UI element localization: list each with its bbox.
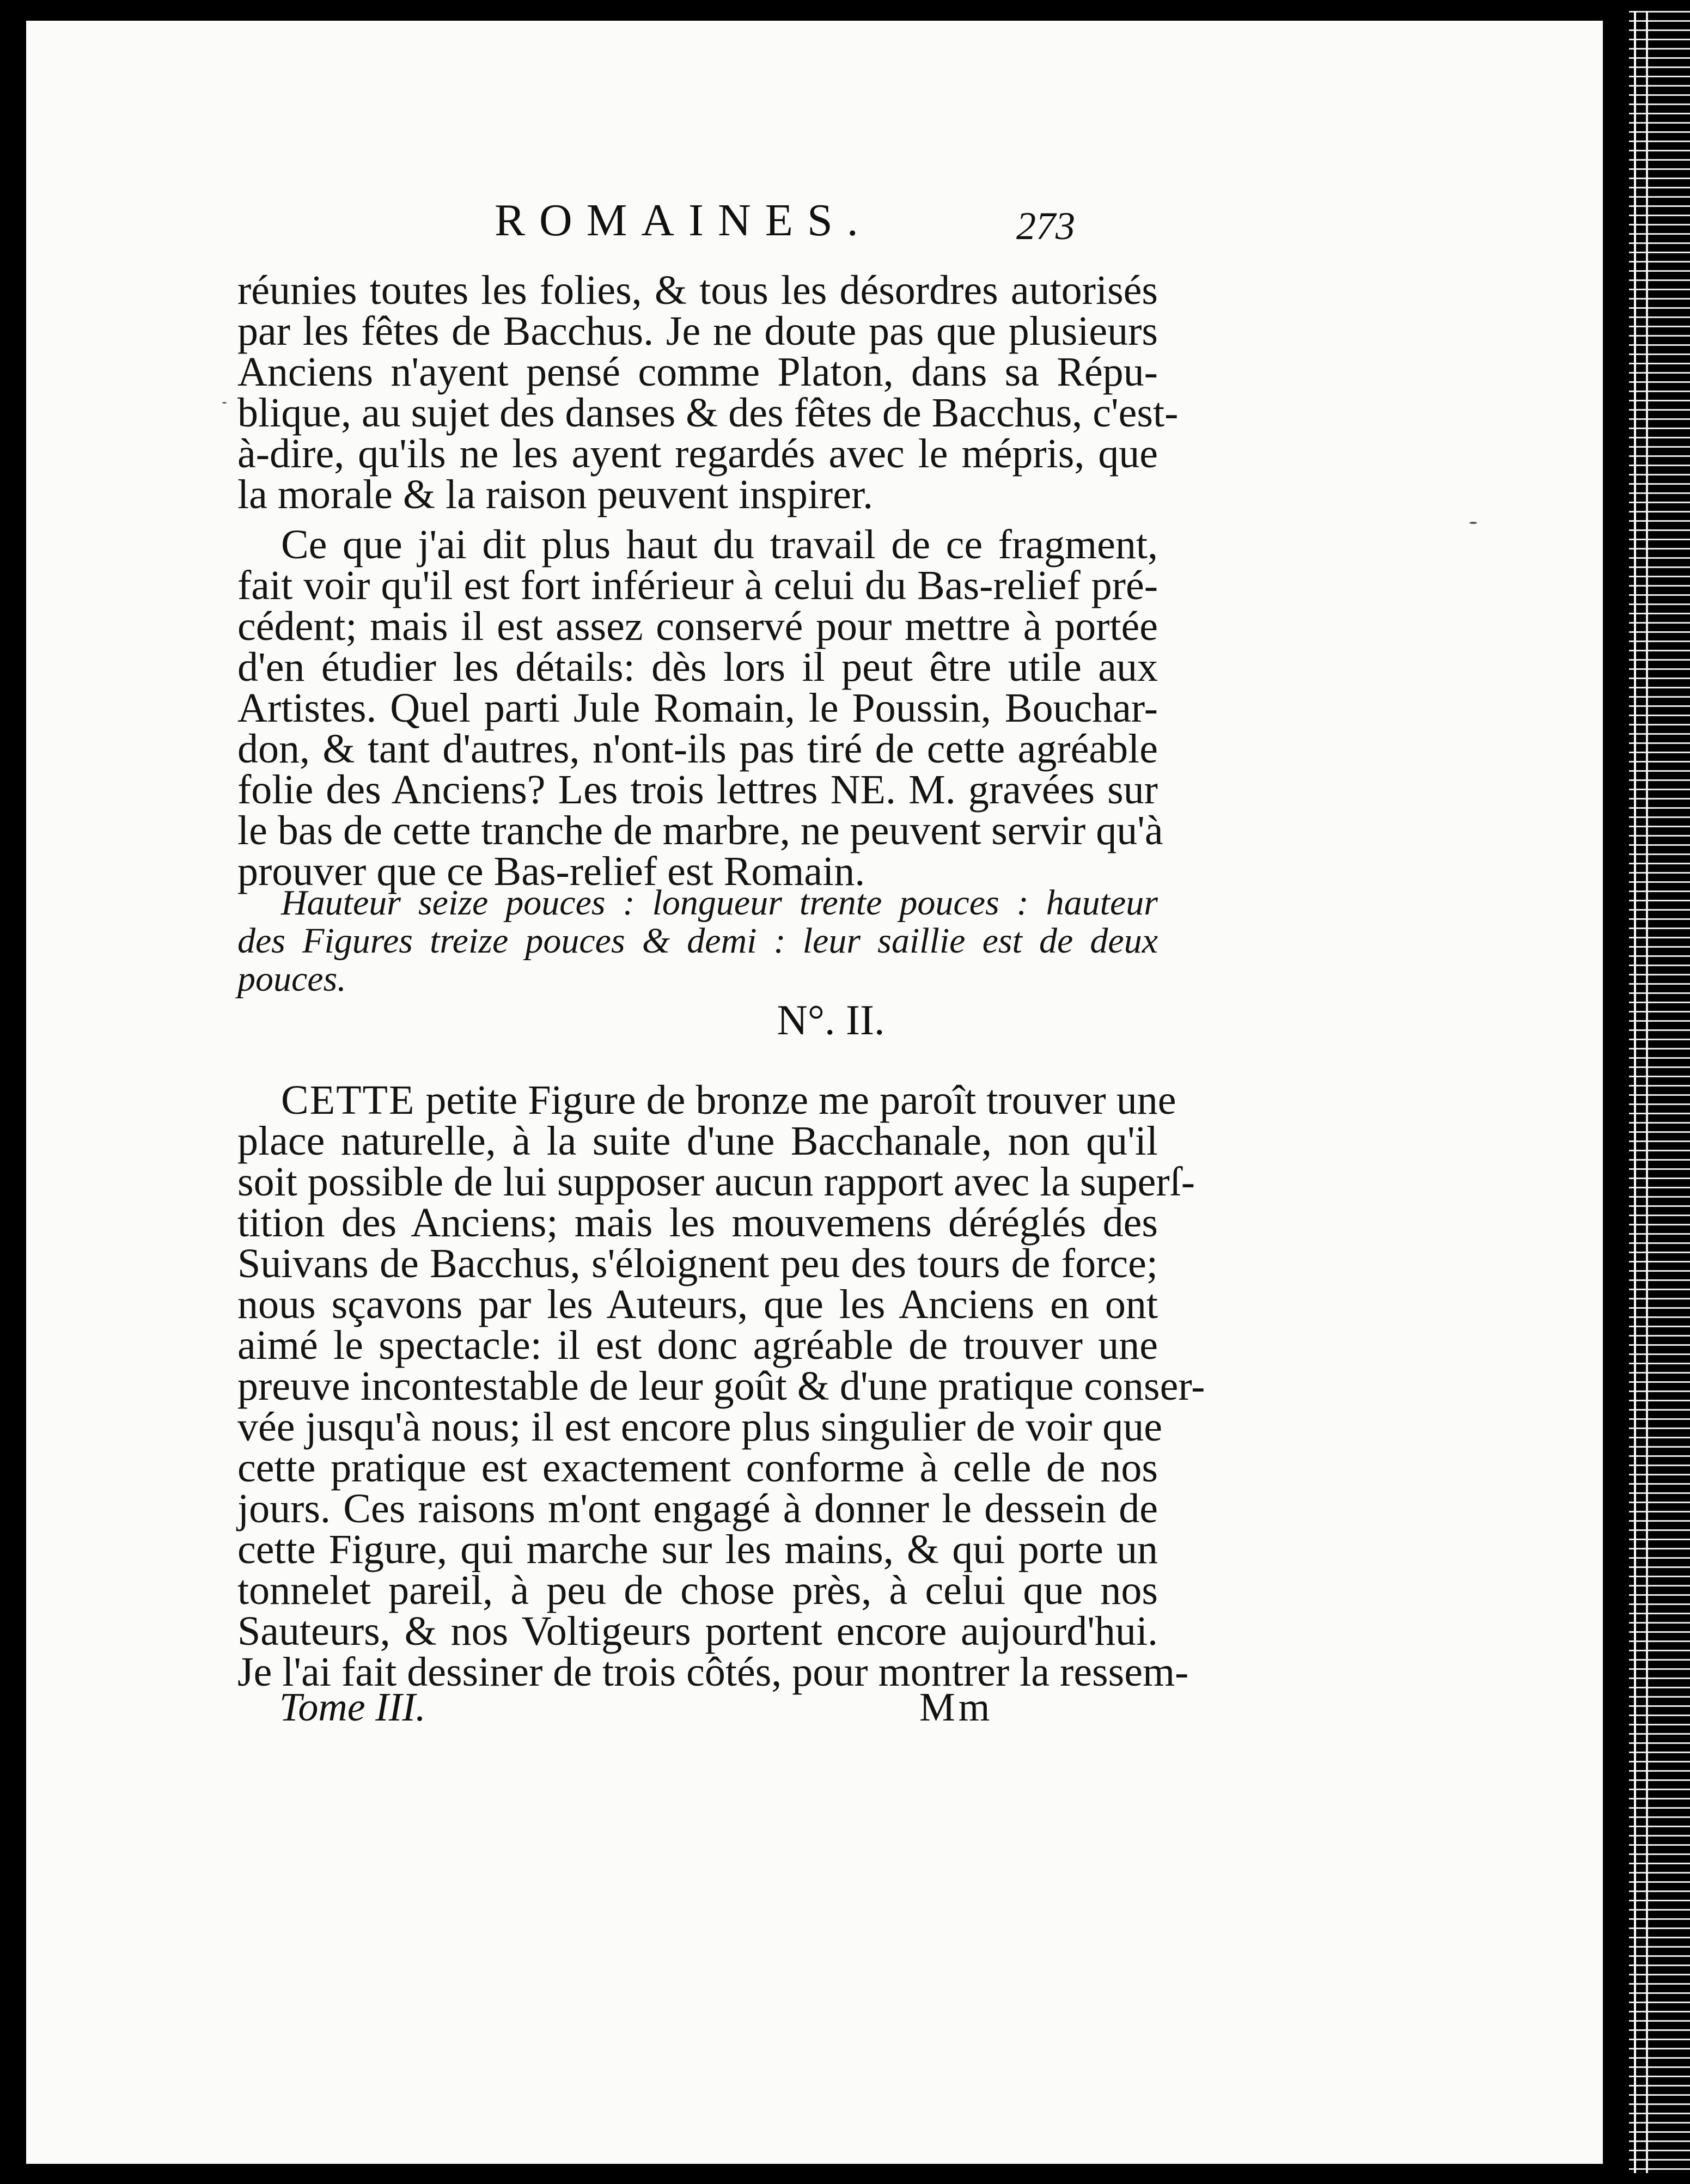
text-line: soit possible de lui supposer aucun rapport avec la superſ- bbox=[237, 1159, 1195, 1205]
text-line: réunies toutes les folies, & tous les désordres autorisés bbox=[237, 267, 1158, 313]
signature-mark: Mm bbox=[919, 1685, 993, 1730]
text-line: des Figures treize pouces & demi : leur saillie est de deux bbox=[237, 921, 1158, 961]
text-line: folie des Anciens? Les trois lettres NE. M. gravées sur bbox=[237, 767, 1158, 813]
volume-label: Tome III. bbox=[279, 1685, 426, 1730]
text-line: don, & tant d'autres, n'ont-ils pas tiré de cette agréable bbox=[237, 726, 1158, 772]
text-line: jours. Ces raisons m'ont engagé à donner le dessein de bbox=[237, 1486, 1158, 1532]
text-line: cette Figure, qui marche sur les mains, & qui porte un bbox=[237, 1527, 1158, 1572]
paragraph-1 bbox=[237, 267, 1179, 517]
text-line: vée jusqu'à nous; il est encore plus singulier de voir que bbox=[237, 1404, 1162, 1450]
text-line: par les fêtes de Bacchus. Je ne doute pas que plusieurs bbox=[237, 308, 1158, 354]
running-head bbox=[26, 194, 1603, 259]
book-page bbox=[26, 21, 1603, 2164]
text-line: place naturelle, à la suite d'une Bacchanale, non qu'il bbox=[237, 1118, 1158, 1164]
text-line: nous sçavons par les Auteurs, que les Anciens en ont bbox=[237, 1282, 1158, 1327]
text-line: blique, au sujet des danses & des fêtes de Bacchus, c'est- bbox=[237, 390, 1179, 436]
ink-speck bbox=[222, 402, 227, 404]
page-number: 273 bbox=[1016, 204, 1075, 248]
text-line: la morale & la raison peuvent inspirer. bbox=[237, 472, 874, 517]
text-line: aimé le spectacle: il est donc agréable de trouver une bbox=[237, 1322, 1158, 1368]
text-line: Artistes. Quel parti Jule Romain, le Poussin, Bouchar- bbox=[237, 685, 1158, 731]
ink-speck bbox=[1469, 522, 1477, 524]
text-line: Ce que j'ai dit plus haut du travail de ce fragment, bbox=[281, 522, 1158, 568]
text-line bbox=[237, 1077, 1176, 1123]
text-line: prouver que ce Bas-relief est Romain. bbox=[237, 849, 865, 894]
text-line: le bas de cette tranche de marbre, ne peuvent servir qu'à bbox=[237, 808, 1163, 853]
paragraph-2 bbox=[237, 522, 1163, 894]
text-line-rest: petite Figure de bronze me paroît trouver une bbox=[415, 1077, 1176, 1123]
drop-word: CETTE bbox=[281, 1077, 416, 1123]
text-line: preuve incontestable de leur goût & d'une pratique conser- bbox=[237, 1363, 1205, 1409]
text-line: Hauteur seize pouces : longueur trente pouces : hauteur bbox=[281, 883, 1158, 923]
text-line: cette pratique est exactement conforme à celle de nos bbox=[237, 1445, 1158, 1491]
text-line: pouces. bbox=[237, 959, 346, 999]
text-line: Je l'ai fait dessiner de trois côtés, pour montrer la ressem- bbox=[237, 1649, 1189, 1695]
scan-edge bbox=[1629, 11, 1690, 2173]
text-line: fait voir qu'il est fort inférieur à celui du Bas-relief pré- bbox=[237, 563, 1158, 608]
section-heading: N°. II. bbox=[777, 996, 885, 1044]
text-line: à-dire, qu'ils ne les ayent regardés avec le mépris, que bbox=[237, 431, 1158, 477]
paragraph-3 bbox=[237, 1077, 1205, 1695]
text-line: cédent; mais il est assez conservé pour mettre à portée bbox=[237, 603, 1158, 649]
running-head-title: ROMAINES. bbox=[495, 195, 873, 246]
text-line: tonnelet pareil, à peu de chose près, à celui que nos bbox=[237, 1567, 1158, 1613]
text-line: d'en étudier les détails: dès lors il peut être utile aux bbox=[237, 644, 1158, 690]
text-line: Suivans de Bacchus, s'éloignent peu des tours de force; bbox=[237, 1241, 1158, 1286]
text-line: tition des Anciens; mais les mouvemens déréglés des bbox=[237, 1200, 1158, 1246]
dimensions-note bbox=[237, 884, 1158, 998]
text-line: Anciens n'ayent pensé comme Platon, dans sa Répu- bbox=[237, 349, 1158, 395]
text-line: Sauteurs, & nos Voltigeurs portent encore aujourd'hui. bbox=[237, 1608, 1158, 1654]
